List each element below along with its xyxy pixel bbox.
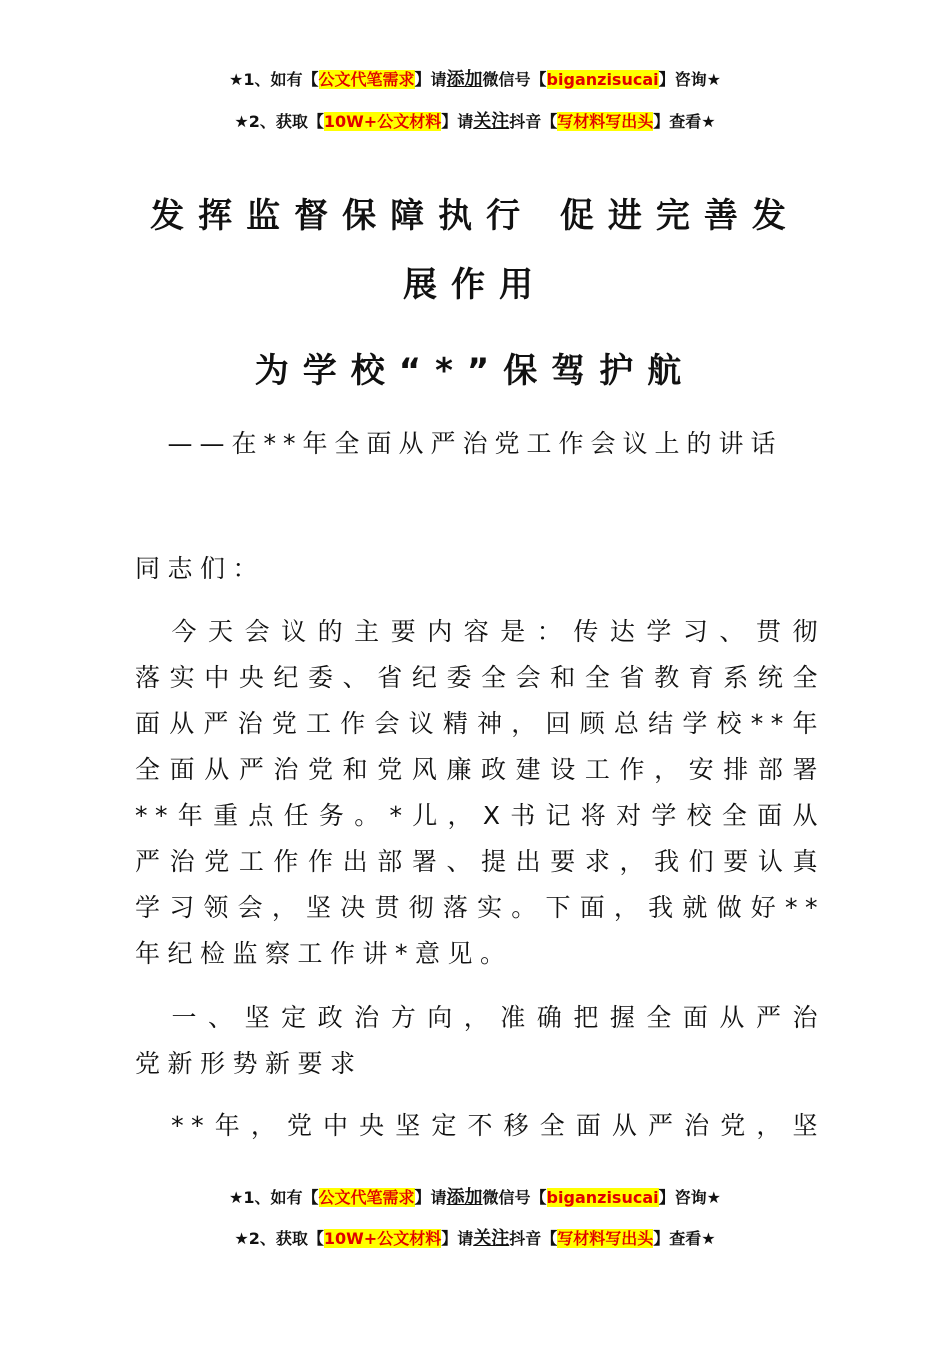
highlight-text: 写材料写出头 <box>557 1229 654 1248</box>
underlined-text: 关注 <box>473 111 510 132</box>
highlight-text: 10W+公文材料 <box>323 1229 442 1248</box>
section-heading-line: 党新形势新要求 <box>135 1049 363 1078</box>
highlight-text: biganzisucai <box>546 1188 659 1207</box>
promo-banner-top-line2 <box>0 111 950 133</box>
banner-text: 微信号【 <box>482 70 547 89</box>
highlight-text: biganzisucai <box>546 70 659 89</box>
highlight-text: 10W+公文材料 <box>323 112 442 131</box>
document-subtitle: ——在**年全面从严治党工作会议上的讲话 <box>167 429 783 458</box>
body-line: 落实中央纪委、省纪委全会和全省教育系统全 <box>135 663 825 692</box>
banner-text: 】查看★ <box>653 112 716 131</box>
promo-banner-top-line1 <box>0 69 950 91</box>
promo-banner-bottom-line1 <box>0 1187 950 1209</box>
underlined-text: 添加 <box>446 69 483 90</box>
banner-text: 抖音【 <box>509 1229 558 1248</box>
banner-text: ★2、获取【 <box>234 112 324 131</box>
banner-text: 】查看★ <box>653 1229 716 1248</box>
banner-text: 】请 <box>414 1188 447 1207</box>
body-line: 严治党工作作出部署、提出要求，我们要认真 <box>135 847 825 876</box>
highlight-text: 公文代笔需求 <box>318 1188 415 1207</box>
document-title-line2: 展作用 <box>403 265 547 305</box>
body-line: 今天会议的主要内容是：传达学习、贯彻 <box>135 617 825 646</box>
body-line: 面从严治党工作会议精神，回顾总结学校**年 <box>135 709 825 738</box>
body-line: **年，党中央坚定不移全面从严治党，坚 <box>135 1111 825 1140</box>
body-line: **年重点任务。*儿，X书记将对学校全面从 <box>135 801 825 830</box>
banner-text: 】请 <box>441 1229 474 1248</box>
highlight-text: 写材料写出头 <box>557 112 654 131</box>
document-title-line3: 为学校“*”保驾护航 <box>254 351 696 391</box>
banner-text: 】请 <box>441 112 474 131</box>
banner-text: 】请 <box>414 70 447 89</box>
greeting: 同志们： <box>135 554 266 583</box>
underlined-text: 关注 <box>473 1228 510 1249</box>
banner-text: ★1、如有【 <box>229 1188 319 1207</box>
highlight-text: 公文代笔需求 <box>318 70 415 89</box>
banner-text: ★1、如有【 <box>229 70 319 89</box>
banner-text: 】咨询★ <box>658 1188 721 1207</box>
body-line: 全面从严治党和党风廉政建设工作，安排部署 <box>135 755 825 784</box>
banner-text: 】咨询★ <box>658 70 721 89</box>
banner-text: 抖音【 <box>509 112 558 131</box>
section-heading-line: 一、坚定政治方向，准确把握全面从严治 <box>135 1003 825 1032</box>
banner-text: ★2、获取【 <box>234 1229 324 1248</box>
underlined-text: 添加 <box>446 1187 483 1208</box>
promo-banner-bottom-line2 <box>0 1228 950 1250</box>
body-line: 学习领会，坚决贯彻落实。下面，我就做好** <box>135 893 825 922</box>
banner-text: 微信号【 <box>482 1188 547 1207</box>
body-line: 年纪检监察工作讲*意见。 <box>135 939 513 968</box>
document-title-line1: 发挥监督保障执行 促进完善发 <box>150 196 800 236</box>
